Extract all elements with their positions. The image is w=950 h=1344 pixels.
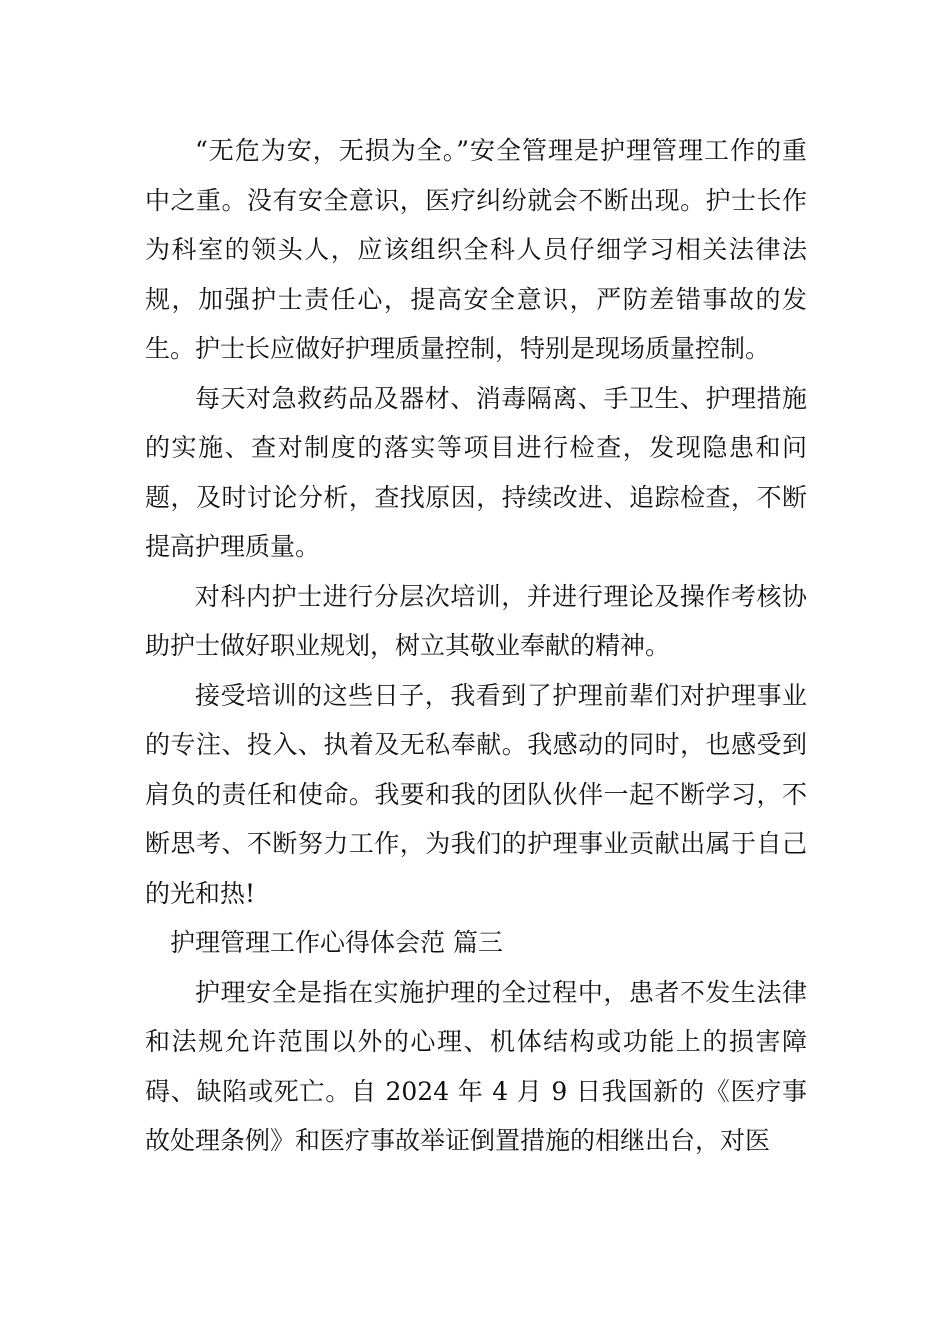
document-body	[145, 126, 807, 1166]
paragraph-nursing-safety: 护理安全是指在实施护理的全过程中，患者不发生法律和法规允许范围以外的心理、机体结构或功能上的损害障碍、缺陷或死亡。自 2024 年 4 月 9 日我国新的《医疗事故处理条例》和医疗事故举证倒置措施的相继出台，对医	[145, 977, 807, 1155]
paragraph-safety-management: “无危为安，无损为全。”安全管理是护理管理工作的重中之重。没有安全意识，医疗纠纷就会不断出现。护士长作为科室的领头人，应该组织全科人员仔细学习相关法律法规，加强护士责任心，提高安全意识，严防差错事故的发生。护士长应做好护理质量控制，特别是现场质量控制。	[145, 136, 807, 363]
paragraph-training: 对科内护士进行分层次培训，并进行理论及操作考核协助护士做好职业规划，树立其敬业奉献的精神。	[145, 581, 807, 660]
paragraph-daily-inspection: 每天对急救药品及器材、消毒隔离、手卫生、护理措施的实施、查对制度的落实等项目进行检查，发现隐患和问题，及时讨论分析，查找原因，持续改进、追踪检查，不断提高护理质量。	[145, 383, 807, 561]
section-heading: 护理管理工作心得体会范 篇三	[170, 928, 503, 957]
paragraph-reflection: 接受培训的这些日子，我看到了护理前辈们对护理事业的专注、投入、执着及无私奉献。我感动的同时，也感受到肩负的责任和使命。我要和我的团队伙伴一起不断学习，不断思考、不断努力工作，为我们的护理事业贡献出属于自己的光和热!	[145, 680, 807, 908]
